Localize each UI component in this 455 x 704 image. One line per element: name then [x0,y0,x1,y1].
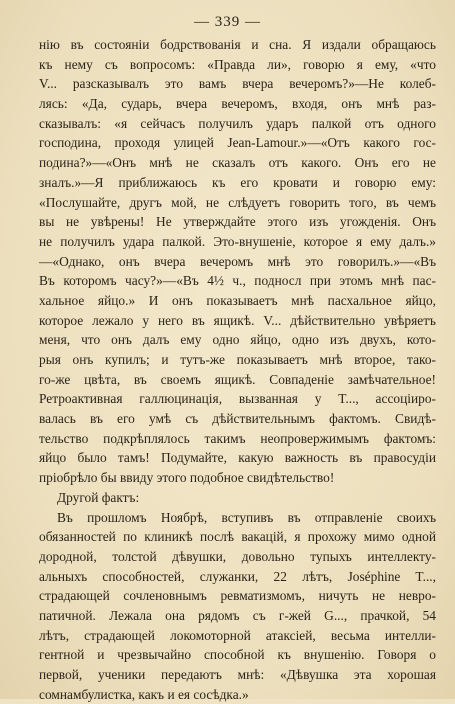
text-line: «Послушайте, другъ мой, не слѣдуетъ говорить того, въ чемъ [39,194,436,210]
text-line: сомнамбулистка, какъ и ея сосѣдка.» [39,686,249,702]
body-text [39,35,436,704]
text-line: которое лежало у него въ ящикѣ. V... дѣйствительно увѣряетъ [39,312,436,328]
text-line: рыя онъ купилъ; и тутъ-же показываетъ мнѣ второе, тако- [39,352,436,367]
text-line: къ нему съ вопросомъ: «Правда ли», говорю я ему, «что [39,56,436,72]
page-number: — 339 — [194,14,261,30]
text-line: яйцо было тамъ! Подумайте, какую важность въ правосудіи [39,450,436,466]
text-line: Въ прошломъ Ноябрѣ, вступивъ въ отправленіе своихъ [57,509,436,525]
text-line: лѣтъ, страдающей локомоторной атаксіей, весьма интелли- [39,627,436,643]
text-line: валась въ его умѣ съ дѣйствительнымъ фактомъ. Свидѣ- [39,411,436,427]
text-line: Въ которомъ часу?»—«Въ 4½ ч., подносл при этомъ мнѣ пас- [39,273,436,289]
text-line: страдающей сочленовнымъ ревматизмомъ, ничуть не невро- [39,588,436,604]
text-line: V... разсказывалъ это вамъ вчера вечеромъ?»—Не колеб- [39,76,436,92]
text-line: —«Однако, онъ вчера вечеромъ мнѣ это говорилъ.»—«Въ [39,253,436,269]
text-line: Другой фактъ: [57,489,140,505]
text-line: гентной и чрезвычайно способной къ внушенію. Говоря о [39,647,436,663]
text-line: меня, что онъ далъ ему одно яйцо, одно изъ двухъ, кото- [39,332,436,348]
text-line: альныхъ способностей, служанки, 22 лѣтъ, Joséphine T..., [39,568,436,584]
text-line: дородной, толстой дѣвушки, довольно тупыхъ интеллекту- [39,548,436,564]
text-line: патичной. Лежала она рядомъ съ г-жей G..., прачкой, 54 [39,607,436,623]
text-line: вы не увѣрены! Не утверждайте этого изъ угожденія. Онъ [39,214,436,230]
text-line: зналъ.»—Я приближаюсь къ его кровати и говорю ему: [39,174,436,190]
text-line: го-же цвѣта, въ своемъ ящикѣ. Совпаденіе замѣчательное! [39,371,436,387]
text-line: подина?»—«Онъ мнѣ не сказалъ отъ какого. Онъ его не [39,155,436,171]
text-line: господина, проходя улицей Jean-Lamour.»—«Отъ какого гос- [39,135,436,151]
text-line: сказывалъ: «я сейчасъ получилъ ударъ палкой отъ одного [39,115,436,131]
text-line: тельство подкрѣплялось такимъ неопровержимымъ фактомъ: [39,430,436,446]
text-line: Ретроактивная галлюцинація, вызванная у T..., ассоціиро- [39,391,436,407]
text-line: не получилъ удара палкой. Это-внушеніе, которое я ему далъ.» [39,233,436,249]
text-line: первой, ученики передаютъ мнѣ: «Дѣвушка эта хорошая [39,667,436,682]
text-line: лясь: «Да, сударь, вчера вечеромъ, входя, онъ мнѣ раз- [39,96,436,112]
text-line: обязанностей по клиникѣ послѣ вакацій, я прохожу мимо одной [39,529,436,545]
text-line: хальное яйцо.» И онъ показываетъ мнѣ пасхальное яйцо, [39,292,436,308]
text-line: нію въ состояніи бодрствованія и сна. Я издали обращаюсь [39,37,436,52]
text-line: пріобрѣло бы ввиду этого подобное свидѣтельство! [39,470,335,486]
